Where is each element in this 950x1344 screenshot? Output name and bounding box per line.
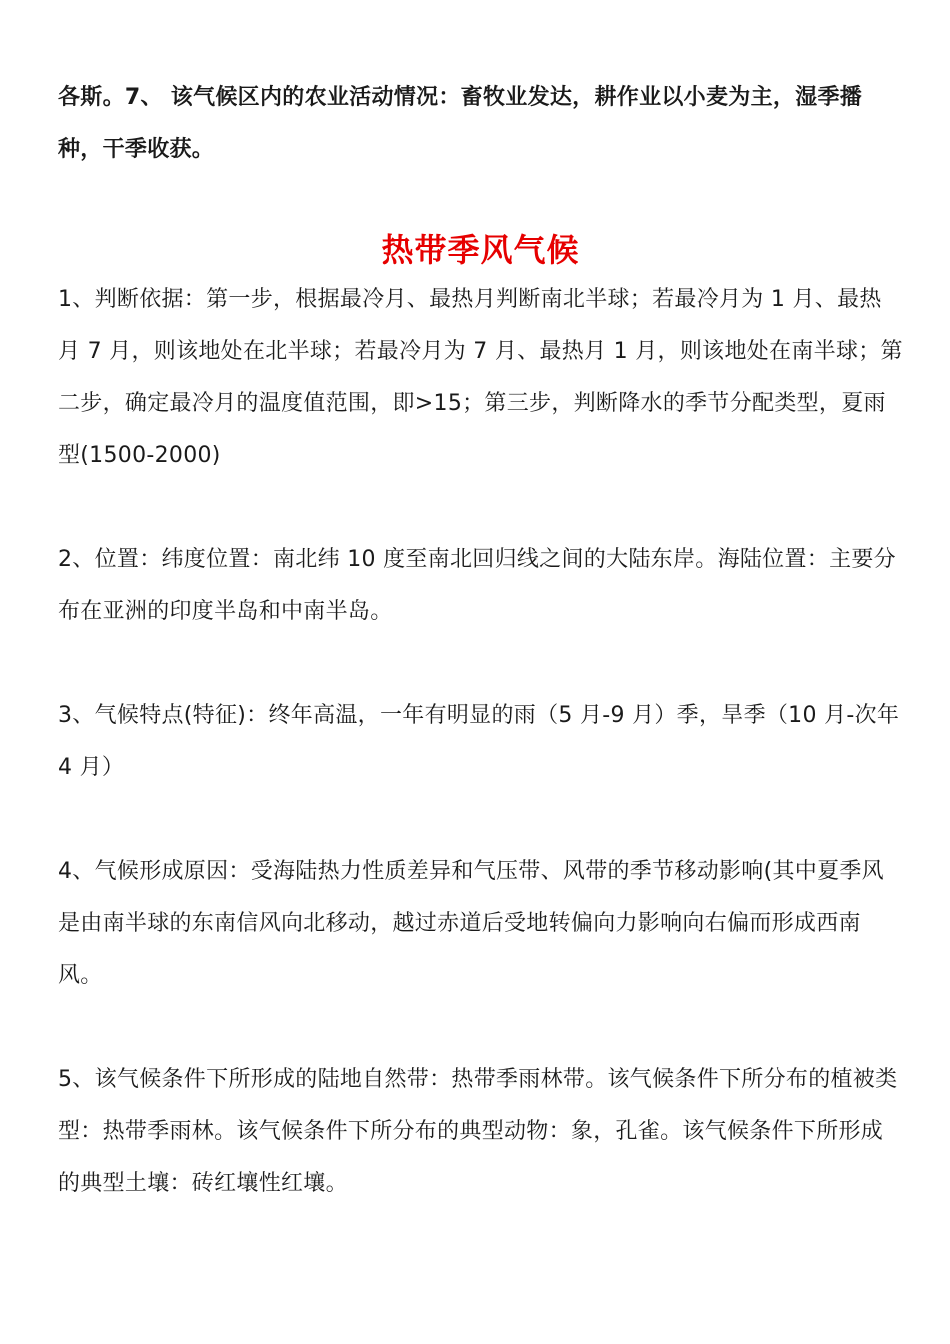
item-natural-zone: 5、该气候条件下所形成的陆地自然带：热带季雨林带。该气候条件下所分布的植被类型：热带季雨林。该气候条件下所分布的典型动物：象，孔雀。该气候条件下所形成的典型土壤：砖红壤性红壤。 — [58, 1067, 898, 1196]
document-page — [58, 72, 903, 1210]
paragraph-gap — [58, 482, 903, 534]
paragraph-gap — [58, 794, 903, 846]
paragraph-gap — [58, 1002, 903, 1054]
section-title: 热带季风气候 — [381, 231, 580, 269]
item-judgement-basis: 1、判断依据：第一步，根据最冷月、最热月判断南北半球；若最冷月为 1 月、最热月 7 月，则该地处在北半球；若最冷月为 7 月、最热月 1 月，则该地处在南半球；第二步，确定最冷月的温度值范围，即>15；第三步，判断降水的季节分配类型，夏雨型(1500-2000) — [58, 287, 903, 468]
item-formation-causes: 4、气候形成原因：受海陆热力性质差异和气压带、风带的季节移动影响(其中夏季风是由南半球的东南信风向北移动，越过赤道后受地转偏向力影响向右偏而形成西南风。 — [58, 859, 884, 988]
paragraph-gap — [58, 638, 903, 690]
item-climate-features: 3、气候特点(特征)：终年高温，一年有明显的雨（5 月-9 月）季，旱季（10 月-次年 4 月） — [58, 703, 900, 780]
intro-paragraph: 各斯。7、 该气候区内的农业活动情况：畜牧业发达，耕作业以小麦为主，湿季播种，干季收获。 — [58, 85, 863, 162]
item-location: 2、位置：纬度位置：南北纬 10 度至南北回归线之间的大陆东岸。海陆位置：主要分布在亚洲的印度半岛和中南半岛。 — [58, 547, 896, 624]
